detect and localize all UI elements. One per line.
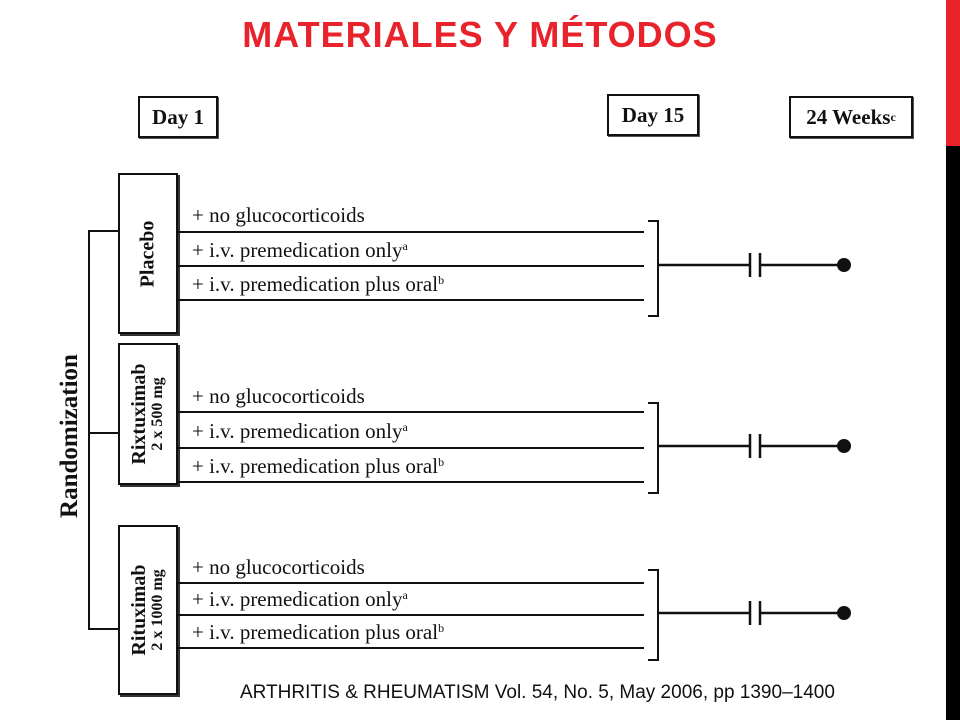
- footnote-b: b: [438, 621, 445, 635]
- footnote-a: a: [402, 420, 408, 434]
- option-text: + i.v. premedication plus oral: [192, 454, 439, 478]
- option-text: + i.v. premedication only: [192, 587, 403, 611]
- bracket-1000mg: [648, 570, 658, 660]
- endpoint-placebo: [837, 258, 851, 272]
- day1-label: Day 1: [152, 104, 204, 129]
- option-text: + i.v. premedication plus oral: [192, 272, 439, 296]
- option-text: + no glucocorticoids: [192, 203, 365, 227]
- arm-500mg-dose: 2 x 500 mg: [149, 377, 167, 451]
- arm-placebo-name: Placebo: [136, 220, 159, 287]
- footnote-a: a: [402, 239, 408, 253]
- slide-title: MATERIALES Y MÉTODOS: [242, 14, 718, 55]
- option-text: + i.v. premedication plus oral: [192, 620, 439, 644]
- option-text: + no glucocorticoids: [192, 384, 365, 408]
- day15-label: Day 15: [621, 102, 685, 127]
- weeks24-footnote: c: [890, 109, 896, 124]
- arm-1000mg-dose: 2 x 1000 mg: [149, 569, 167, 651]
- bracket-placebo: [648, 221, 658, 316]
- footnote-b: b: [438, 273, 445, 287]
- option-text: + i.v. premedication only: [192, 419, 403, 443]
- citation: ARTHRITIS & RHEUMATISM Vol. 54, No. 5, May 2006, pp 1390–1400: [240, 682, 835, 703]
- footnote-a: a: [402, 588, 408, 602]
- footnote-b: b: [438, 455, 445, 469]
- option-text: + i.v. premedication only: [192, 238, 403, 262]
- weeks24-label: 24 Weeks: [806, 104, 891, 129]
- arm-1000mg-name: Rituximab: [128, 564, 151, 656]
- bracket-500mg: [648, 403, 658, 493]
- option-text: + no glucocorticoids: [192, 555, 365, 579]
- endpoint-500mg: [837, 439, 851, 453]
- endpoint-1000mg: [837, 606, 851, 620]
- randomization-label: Randomization: [56, 354, 83, 518]
- arm-500mg-name: Rixtuximab: [128, 363, 151, 465]
